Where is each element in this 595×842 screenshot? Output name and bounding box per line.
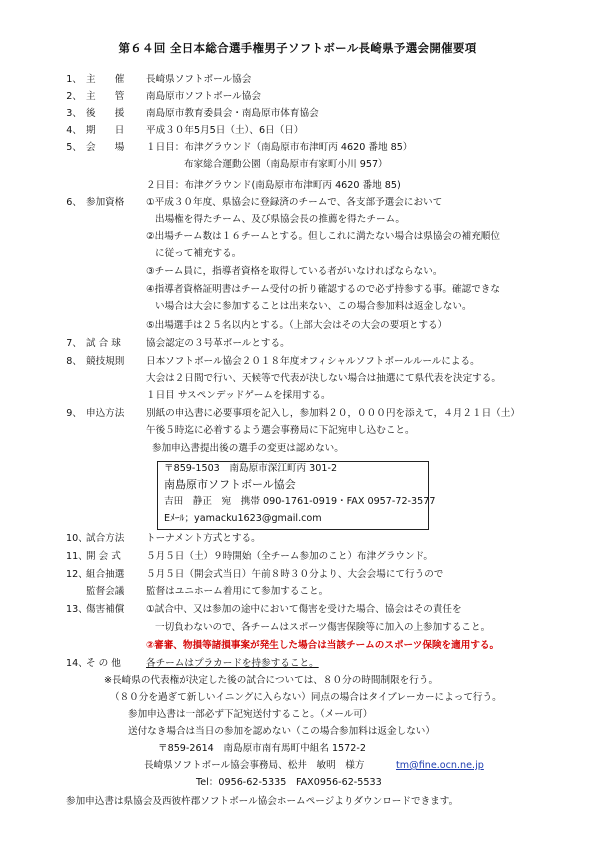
item-value: 平成３０年5月5日（土）、6日（日） [146,125,304,136]
item-label: 開 会 式 [86,551,121,562]
item-label: そ の 他 [86,658,121,669]
item-label: 競技規則 [86,356,125,367]
item-row [66,74,252,86]
eligibility-line: ④指導者資格証明書はチーム受付の折り確認するので必ず持参する事。確認できな [146,284,500,295]
item-value: 南島原市ソフトボール協会 [146,91,261,102]
note-line: ※長崎県の代表権が決定した後の試合については、８０分の時間制限を行う。 [104,675,439,686]
item-number: 9、 [66,408,82,419]
item-value: 協会認定の３号革ボールとする。 [146,338,290,349]
item-number: 12、 [66,569,88,580]
office-email-link[interactable]: tm@fine.ocn.ne.jp [396,760,484,771]
item-value: 南島原市教育委員会・南島原市体育協会 [146,108,319,119]
item-value: トーナメント方式とする。 [146,533,261,544]
item-value: １日目：布津グラウンド（南島原市布津町丙 4620 番地 85） [146,142,413,153]
item-label: 会 場 [86,142,125,153]
item-row [66,125,304,137]
venue-line: 布家総合運動公園（南島原市有家町小川 957） [184,159,388,170]
item-number: 5、 [66,142,82,153]
item-label: 主 催 [86,74,125,85]
note-line: 送付なき場合は当日の参加を認めない（この場合参加料は返金しない） [128,726,435,737]
item-number: 13、 [66,604,88,615]
item-row [66,142,413,154]
application-line: 参加申込書提出後の選手の変更は認めない。 [152,443,344,454]
item-number: 11、 [66,551,88,562]
contact-box [157,461,436,530]
item-label: 期 日 [86,125,125,136]
item-label: 参加資格 [86,197,125,208]
eligibility-line: ②出場チーム数は１６チームとする。但しこれに満たない場合は県協会の補充順位 [146,231,500,242]
document-title: 第６４回 全日本総合選手権男子ソフトボール長崎県予選会開催要項 [118,41,477,55]
item-label: 後 援 [86,108,125,119]
item-number: 6、 [66,197,82,208]
item-row [66,108,319,120]
item-number: 10、 [66,533,88,544]
item-number: 4、 [66,125,82,136]
item-row [66,408,520,420]
item-row [66,197,443,209]
eligibility-line: 出場権を得たチーム、及び県協会長の推薦を得たチーム。 [155,214,406,225]
meeting-label: 監督会議 [86,586,125,597]
item-value: 別紙の申込書に必要事項を記入し，参加料２０，０００円を添えて，４月２１日（土） [146,408,520,419]
item-value: ５月５日（土）９時開始（全チーム参加のこと）布津グラウンド。 [146,551,433,562]
insurance-line: 一切負わないので、各チームはスポーツ傷害保険等に加入の上参加すること。 [155,622,491,633]
item-value: 各チームはプラカードを持参すること。 [146,658,319,669]
item-number: 7、 [66,338,82,349]
item-row [66,604,462,616]
eligibility-line: ⑤出場選手は２５名以内とする。（上部大会はその大会の要項とする） [146,320,448,331]
item-row [66,533,261,545]
contact-person: 吉田 静正 宛 携帯 090-1761-0919・FAX 0957-72-3577 [164,496,436,507]
item-value: 日本ソフトボール協会２０１８年度オフィシャルソフトボールルールによる。 [146,356,480,367]
rules-line: 大会は２日間で行い、天候等で代表が決しない場合は抽選にて県代表を決定する。 [146,373,501,384]
item-value: ①試合中、又は参加の途中において傷害を受けた場合、協会はその責任を [146,604,462,615]
item-label: 組合抽選 [86,569,125,580]
item-label: 試 合 球 [86,338,121,349]
item-row [66,91,261,103]
item-label: 傷害補償 [86,604,125,615]
item-label: 試合方法 [86,533,125,544]
item-label: 申込方法 [86,408,125,419]
note-line: 参加申込書は一部必ず下記宛送付すること。（メール可） [128,709,373,720]
item-value: 長崎県ソフトボール協会 [146,74,252,85]
item-row [66,356,480,368]
contact-address: 〒859-1503 南島原市深江町丙 301-2 [164,463,338,474]
eligibility-line: い場合は大会に参加することは出来ない、この場合参加料は返金しない。 [155,301,472,312]
meeting-value: 監督はユニホーム着用にて参加すること。 [146,586,329,597]
item-row [66,551,433,563]
item-number: 3、 [66,108,82,119]
download-note: 参加申込書は県協会及西彼杵郡ソフトボール協会ホームページよりダウンロードできます。 [66,796,459,807]
item-number: 14、 [66,658,88,669]
item-value: ①平成３０年度、県協会に登録済のチームで、各支部予選会において [146,197,443,208]
insurance-warning: ②審審、物損等諸損事案が発生した場合は当該チームのスポーツ保険を適用する。 [146,640,500,651]
office-phone: Tel：0956-62-5335 FAX0956-62-5533 [196,777,382,788]
office-address: 〒859-2614 南島原市南有馬町中組名 1572-2 [158,743,366,754]
contact-organization: 南島原市ソフトボール協会 [164,478,296,491]
venue-line: ２日目：布津グラウンド(南島原市布津町丙 4620 番地 85) [146,180,401,191]
item-number: 8、 [66,356,82,367]
item-row [66,569,444,581]
item-row [66,658,319,670]
application-line: 午後５時迄に必着するよう選会事務局に下記宛申し込むこと。 [146,425,415,436]
contact-email: Eﾒｰﾙ；yamacku1623@gmail.com [164,513,322,524]
eligibility-line: ③チーム員に，指導者資格を取得している者がいなければならない。 [146,266,443,277]
eligibility-line: に従って補充する。 [155,248,242,259]
item-row [66,338,290,350]
item-number: 1、 [66,74,82,85]
item-value: ５月５日（開会式当日）午前８時３０分より、大会会場にて行うので [146,569,444,580]
rules-line: １日目 サスペンデッドゲームを採用する。 [146,390,331,401]
item-number: 2、 [66,91,82,102]
office-name: 長崎県ソフトボール協会事務局、松井 敏明 様方 [144,760,365,771]
note-line: （８０分を過ぎて新しいイニングに入らない）同点の場合はタイブレーカーによって行う。 [110,692,502,703]
item-label: 主 管 [86,91,125,102]
